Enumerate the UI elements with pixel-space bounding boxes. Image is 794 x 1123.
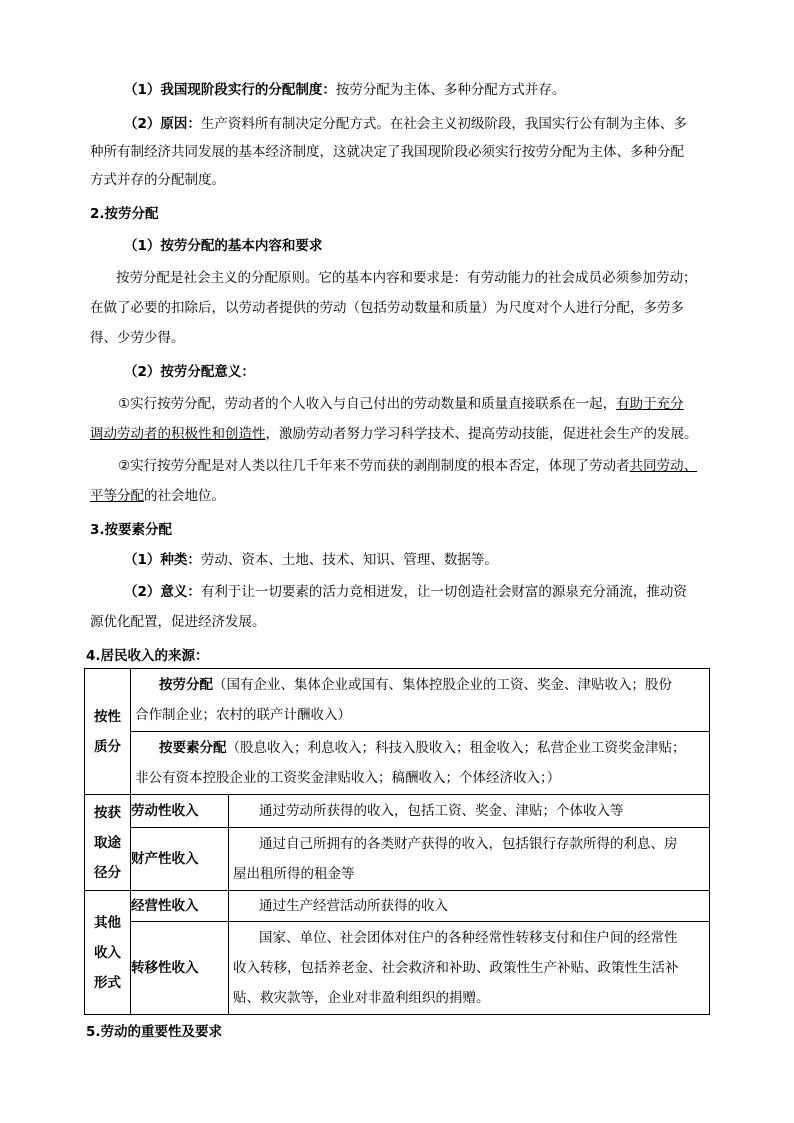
- text-significance-line3: [118, 456, 697, 476]
- cell-business-income: [229, 891, 710, 922]
- paragraph-reason-line1: [124, 114, 687, 134]
- text-factor-types: [124, 550, 498, 570]
- text-property-income-2: 屋出租所得的租金等: [233, 866, 355, 882]
- heading-distribution-by-labor: 2.按劳分配: [90, 206, 159, 222]
- text-current-system: 按劳分配为主体、多种分配方式并存。: [335, 82, 566, 98]
- label-business-income: 经营性收入: [131, 891, 229, 922]
- cell-factor-distribution: [131, 732, 710, 795]
- label-reason: （2）原因：: [124, 116, 201, 132]
- cell-transfer-income: [229, 922, 710, 1015]
- text-significance-line2: [90, 424, 698, 444]
- paragraph-reason-line2: 种所有制经济共同发展的基本经济制度，这就决定了我国现阶段必须实行按劳分配为主体、多种分配: [90, 144, 684, 160]
- category-by-nature-line2: 质分: [94, 738, 121, 755]
- table-row: [85, 732, 710, 795]
- text-transfer-income-2: 收入转移，包括养老金、社会救济和补助、政策性生产补贴、政策性生活补: [233, 960, 679, 976]
- category-other-income: [85, 891, 131, 1015]
- text-property-income-1: 通过自己所拥有的各类财产获得的收入，包括银行存款所得的利息、房: [259, 836, 678, 852]
- category-by-nature-line1: 按性: [94, 708, 121, 725]
- label-labor-income: 劳动性收入: [131, 795, 229, 828]
- cell-labor-line1: [131, 670, 709, 700]
- subheading-basic-content: （1）按劳分配的基本内容和要求: [124, 238, 323, 254]
- text-labor-income: 通过劳动所获得的收入，包括工资、奖金、津贴；个体收入等: [259, 803, 624, 819]
- category-other-line3: 形式: [94, 974, 121, 991]
- label-types: （1）种类：: [124, 552, 201, 568]
- label-current-system: （1）我国现阶段实行的分配制度：: [124, 82, 336, 98]
- label-property-income: 财产性收入: [131, 828, 229, 891]
- text-labor-line2: 在做了必要的扣除后，以劳动者提供的劳动（包括劳动数量和质量）为尺度对个人进行分配，多劳多: [90, 300, 684, 316]
- underlined-text-2: 调动劳动者的积极性和创造性: [90, 426, 266, 442]
- category-by-channel: [85, 795, 131, 891]
- text-significance-2b: ，激励劳动者努力学习科学技术、提高劳动技能，促进社会生产的发展。: [265, 426, 698, 442]
- label-significance: （2）意义：: [124, 584, 201, 600]
- table-row: [85, 891, 710, 922]
- text-labor-distribution-2: 合作制企业；农村的联产计酬收入）: [135, 707, 351, 723]
- cell-property-income: [229, 828, 710, 891]
- text-significance-line4: [90, 486, 225, 506]
- text-significance-3a: ②实行按劳分配是对人类以往几千年来不劳而获的剥削制度的根本否定，体现了劳动者: [118, 458, 630, 474]
- text-reason-1: 生产资料所有制决定分配方式。在社会主义初级阶段，我国实行公有制为主体、多: [200, 116, 687, 132]
- label-factor-distribution: 按要素分配: [159, 740, 227, 756]
- category-by-channel-line1: 按获: [94, 804, 121, 821]
- underlined-text-3: 共同劳动、: [629, 458, 698, 474]
- category-by-nature: [85, 669, 131, 795]
- table-row: [85, 795, 710, 828]
- cell-labor-distribution: [131, 669, 710, 732]
- text-factor-significance-line1: [124, 582, 687, 602]
- table-row: [85, 669, 710, 732]
- income-sources-table: [84, 668, 710, 1015]
- category-by-channel-line3: 径分: [94, 864, 121, 881]
- paragraph-distribution-system: [124, 80, 565, 100]
- label-labor-distribution: 按劳分配: [159, 677, 213, 693]
- table-row: [85, 828, 710, 891]
- text-factor-distribution-2: 非公有资本控股企业的工资奖金津贴收入；稿酬收入；个体经济收入；）: [135, 770, 561, 786]
- label-transfer-income: 转移性收入: [131, 922, 229, 1015]
- heading-distribution-by-factors: 3.按要素分配: [90, 522, 173, 538]
- text-transfer-income-3: 贴、救灾款等，企业对非盈利组织的捐赠。: [233, 990, 490, 1006]
- text-factor-distribution-1: （股息收入；利息收入；科技入股收入；租金收入；私营企业工资奖金津贴；: [226, 740, 686, 756]
- underlined-text-1: 有助于充分: [616, 396, 684, 412]
- text-transfer-income-1: 国家、单位、社会团体对住户的各种经常性转移支付和住户间的经常性: [259, 930, 678, 946]
- text-types: 劳动、资本、土地、技术、知识、管理、数据等。: [200, 552, 498, 568]
- table-row: [85, 922, 710, 1015]
- text-factor-significance-line2: 源优化配置，促进经济发展。: [90, 614, 266, 630]
- subheading-significance: （2）按劳分配意义：: [124, 364, 255, 380]
- text-business-income: 通过生产经营活动所获得的收入: [259, 898, 448, 914]
- text-significance-4b: 的社会地位。: [144, 488, 225, 504]
- paragraph-reason-line3: 方式并存的分配制度。: [90, 172, 225, 188]
- text-significance: 有利于让一切要素的活力竞相迸发，让一切创造社会财富的源泉充分涌流，推动资: [200, 584, 687, 600]
- text-significance-line1: [118, 394, 684, 414]
- text-labor-line1: 按劳分配是社会主义的分配原则。它的基本内容和要求是：有劳动能力的社会成员必须参加劳动；: [116, 270, 697, 286]
- text-significance-1a: ①实行按劳分配，劳动者的个人收入与自己付出的劳动数量和质量直接联系在一起，: [118, 396, 617, 412]
- heading-labor-importance: 5.劳动的重要性及要求: [86, 1024, 223, 1040]
- cell-labor-income: [229, 795, 710, 828]
- text-labor-line3: 得、少劳少得。: [90, 330, 185, 346]
- category-other-line2: 收入: [94, 944, 121, 961]
- heading-income-sources: 4.居民收入的来源：: [86, 648, 209, 664]
- text-labor-distribution-1: （国有企业、集体企业或国有、集体控股企业的工资、奖金、津贴收入；股份: [213, 677, 672, 693]
- category-other-line1: 其他: [94, 914, 121, 931]
- category-by-channel-line2: 取途: [94, 834, 121, 851]
- underlined-text-4: 平等分配: [90, 488, 144, 504]
- cell-factor-line1: [131, 733, 709, 763]
